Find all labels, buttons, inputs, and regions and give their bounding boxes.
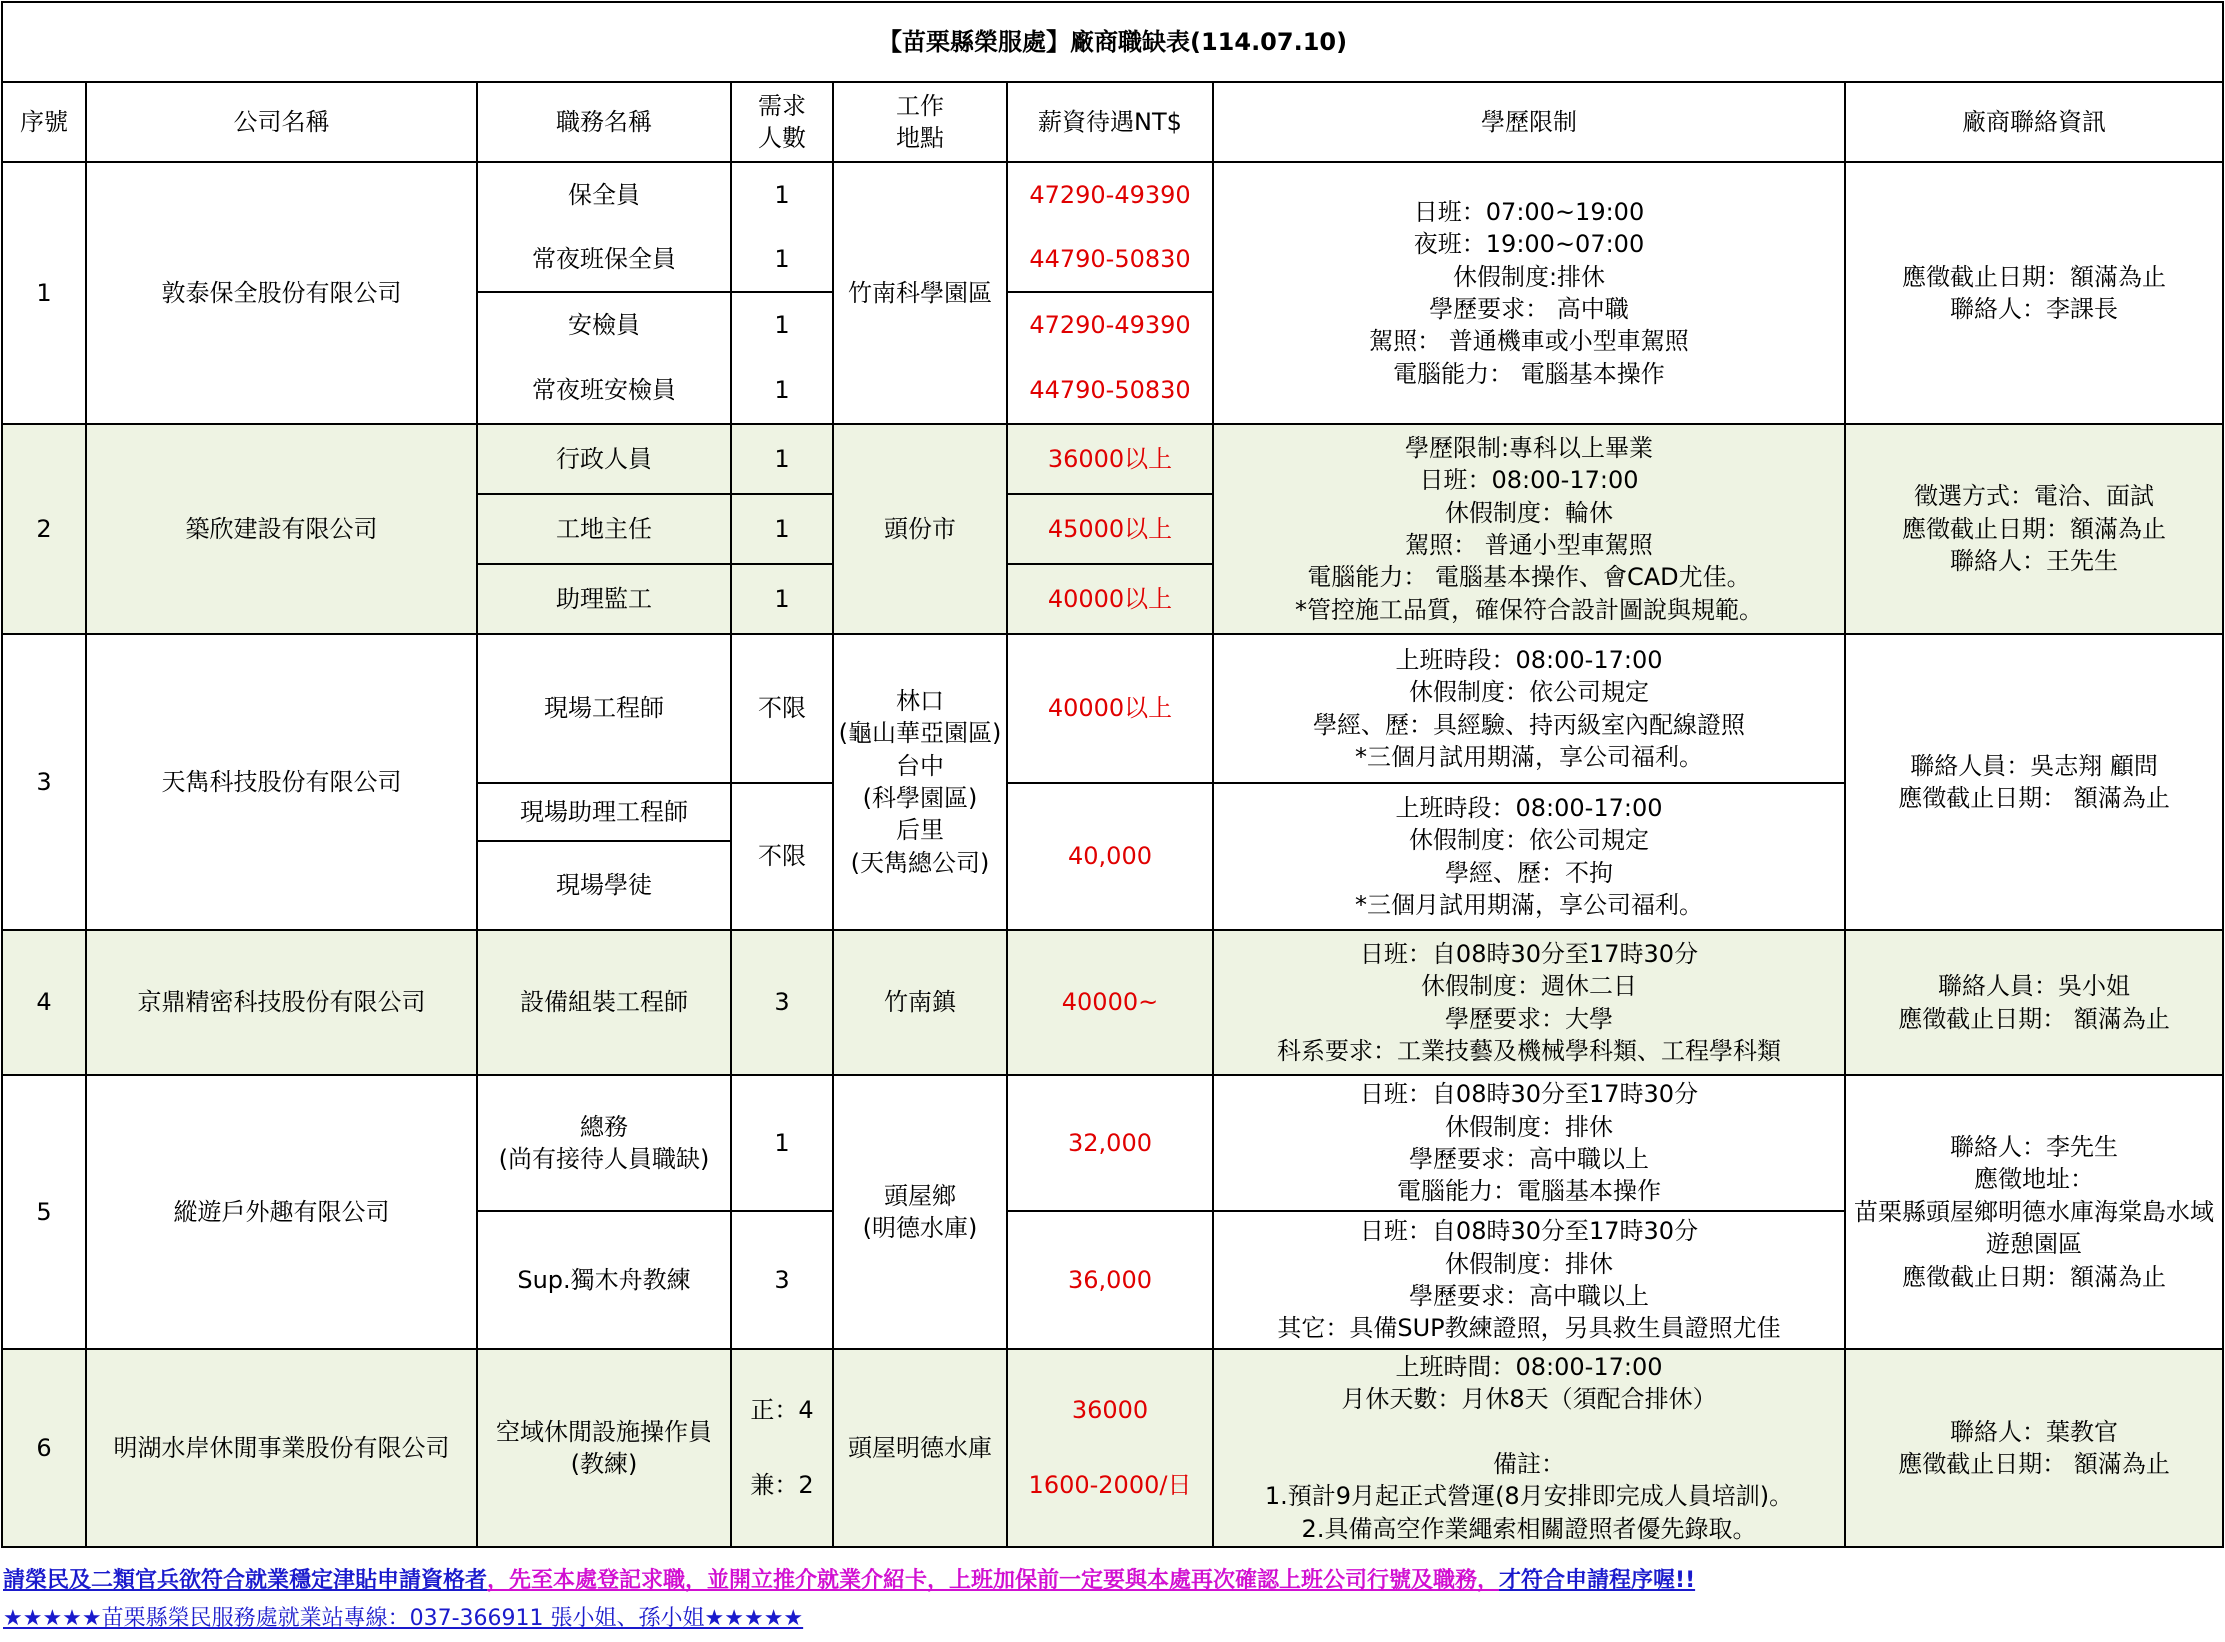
headcount: 1 [731, 162, 833, 227]
education-requirements: 日班：自08時30分至17時30分 休假制度：週休二日 學歷要求：大學 科系要求：工業技藝及機械學科類、工程學科類 [1213, 930, 1845, 1075]
contact-info: 聯絡人：葉教官 應徵截止日期： 額滿為止 [1845, 1349, 2223, 1547]
headcount: 3 [731, 1211, 833, 1349]
salary: 45000以上 [1007, 494, 1213, 564]
header-job: 職務名稱 [477, 82, 731, 162]
header-count: 需求 人數 [731, 82, 833, 162]
headcount: 1 [731, 494, 833, 564]
headcount-fulltime: 正：4 [750, 1396, 814, 1425]
footer-line-1 [3, 1562, 1695, 1600]
row-number: 4 [2, 930, 86, 1075]
contact-info: 應徵截止日期：額滿為止 聯絡人：李課長 [1845, 162, 2223, 424]
row-number: 5 [2, 1075, 86, 1349]
work-location: 竹南鎮 [833, 930, 1007, 1075]
salary: 32,000 [1007, 1075, 1213, 1211]
company-name: 京鼎精密科技股份有限公司 [86, 930, 477, 1075]
salary: 44790-50830 [1007, 358, 1213, 424]
job-title: 常夜班安檢員 [477, 358, 731, 424]
job-title: 設備組裝工程師 [477, 930, 731, 1075]
salary: 40,000 [1007, 783, 1213, 930]
education-requirements: 學歷限制:專科以上畢業 日班：08:00-17:00 休假制度：輪休 駕照： 普通小型車駕照 電腦能力： 電腦基本操作、會CAD尤佳。 *管控施工品質，確保符合設計圖說與規範。 [1213, 424, 1845, 634]
headcount-parttime: 兼：2 [750, 1471, 814, 1500]
header-row [2, 82, 2223, 162]
work-location: 竹南科學園區 [833, 162, 1007, 424]
header-salary: 薪資待遇NT$ [1007, 82, 1213, 162]
headcount: 不限 [731, 783, 833, 930]
company-name: 敦泰保全股份有限公司 [86, 162, 477, 424]
job-title: 總務 (尚有接待人員職缺) [477, 1075, 731, 1211]
header-no: 序號 [2, 82, 86, 162]
footer-hotline: ★★★★★苗栗縣榮民服務處就業站專線：037-366911 張小姐、孫小姐★★★★★ [3, 1606, 804, 1631]
header-contact: 廠商聯絡資訊 [1845, 82, 2223, 162]
row-number: 2 [2, 424, 86, 634]
education-requirements: 日班：自08時30分至17時30分 休假制度：排休 學歷要求：高中職以上 其它：具備SUP教練證照，另具救生員證照尤佳 [1213, 1211, 1845, 1349]
job-title: 工地主任 [477, 494, 731, 564]
salary: 40000~ [1007, 930, 1213, 1075]
education-requirements: 上班時間：08:00-17:00 月休天數：月休8天（須配合排休） 備註： 1.預計9月起正式營運(8月安排即完成人員培訓)。 2.具備高空作業繩索相關證照者優先錄取。 [1213, 1349, 1845, 1547]
salary: 40000以上 [1007, 634, 1213, 783]
company-name: 明湖水岸休閒事業股份有限公司 [86, 1349, 477, 1547]
job-title: 空域休閒設施操作員 (教練) [477, 1349, 731, 1547]
headcount: 1 [731, 292, 833, 358]
contact-info: 聯絡人員：吳小姐 應徵截止日期： 額滿為止 [1845, 930, 2223, 1075]
headcount-cell [731, 1349, 833, 1547]
headcount: 1 [731, 564, 833, 634]
footer-eligibility-text: 請榮民及二類官兵欲符合就業穩定津貼申請資格者 [3, 1568, 488, 1593]
company-name: 縱遊戶外趣有限公司 [86, 1075, 477, 1349]
work-location: 頭屋鄉 (明德水庫) [833, 1075, 1007, 1349]
salary: 44790-50830 [1007, 227, 1213, 292]
job-title: 安檢員 [477, 292, 731, 358]
salary-parttime: 1600-2000/日 [1028, 1471, 1192, 1500]
contact-info: 徵選方式：電洽、面試 應徵截止日期：額滿為止 聯絡人：王先生 [1845, 424, 2223, 634]
work-location: 頭屋明德水庫 [833, 1349, 1007, 1547]
work-location: 林口 (龜山華亞園區) 台中 (科學園區) 后里 (天雋總公司) [833, 634, 1007, 930]
job-title: 行政人員 [477, 424, 731, 494]
education-requirements: 日班：自08時30分至17時30分 休假制度：排休 學歷要求：高中職以上 電腦能力：電腦基本操作 [1213, 1075, 1845, 1211]
education-requirements: 上班時段：08:00-17:00 休假制度：依公司規定 學經、歷：具經驗、持丙級室內配線證照 *三個月試用期滿，享公司福利。 [1213, 634, 1845, 783]
education-requirements: 上班時段：08:00-17:00 休假制度：依公司規定 學經、歷：不拘 *三個月試用期滿，享公司福利。 [1213, 783, 1845, 930]
header-location: 工作 地點 [833, 82, 1007, 162]
headcount: 1 [731, 1075, 833, 1211]
job-title: 現場助理工程師 [477, 783, 731, 841]
salary: 47290-49390 [1007, 162, 1213, 227]
job-title: 常夜班保全員 [477, 227, 731, 292]
header-company: 公司名稱 [86, 82, 477, 162]
job-title: 現場工程師 [477, 634, 731, 783]
row-number: 1 [2, 162, 86, 424]
job-vacancy-table [1, 1, 2224, 1548]
job-title: 現場學徒 [477, 841, 731, 930]
salary: 47290-49390 [1007, 292, 1213, 358]
education-requirements: 日班：07:00~19:00 夜班：19:00~07:00 休假制度:排休 學歷要求： 高中職 駕照： 普通機車或小型車駕照 電腦能力： 電腦基本操作 [1213, 162, 1845, 424]
row-number: 3 [2, 634, 86, 930]
salary: 40000以上 [1007, 564, 1213, 634]
headcount: 3 [731, 930, 833, 1075]
job-title: Sup.獨木舟教練 [477, 1211, 731, 1349]
contact-info: 聯絡人員：吳志翔 顧問 應徵截止日期： 額滿為止 [1845, 634, 2223, 930]
salary-fulltime: 36000 [1071, 1396, 1149, 1425]
headcount: 1 [731, 358, 833, 424]
company-name: 天雋科技股份有限公司 [86, 634, 477, 930]
salary-cell [1007, 1349, 1213, 1547]
header-education: 學歷限制 [1213, 82, 1845, 162]
work-location: 頭份市 [833, 424, 1007, 634]
footer-procedure-text: ，先至本處登記求職，並開立推介就業介紹卡，上班加保前一定要與本處再次確認上班公司行號及職務， [487, 1568, 1500, 1593]
contact-info: 聯絡人：李先生 應徵地址： 苗栗縣頭屋鄉明德水庫海棠島水域遊憩園區 應徵截止日期：額滿為止 [1845, 1075, 2223, 1349]
job-title: 保全員 [477, 162, 731, 227]
row-number: 6 [2, 1349, 86, 1547]
salary: 36,000 [1007, 1211, 1213, 1349]
headcount: 1 [731, 227, 833, 292]
footer-notice [3, 1562, 1695, 1638]
page-title: 【苗栗縣榮服處】廠商職缺表(114.07.10) [2, 2, 2223, 82]
headcount: 1 [731, 424, 833, 494]
salary: 36000以上 [1007, 424, 1213, 494]
headcount: 不限 [731, 634, 833, 783]
company-name: 築欣建設有限公司 [86, 424, 477, 634]
job-title: 助理監工 [477, 564, 731, 634]
footer-procedure-end: 才符合申請程序喔!! [1499, 1568, 1696, 1593]
